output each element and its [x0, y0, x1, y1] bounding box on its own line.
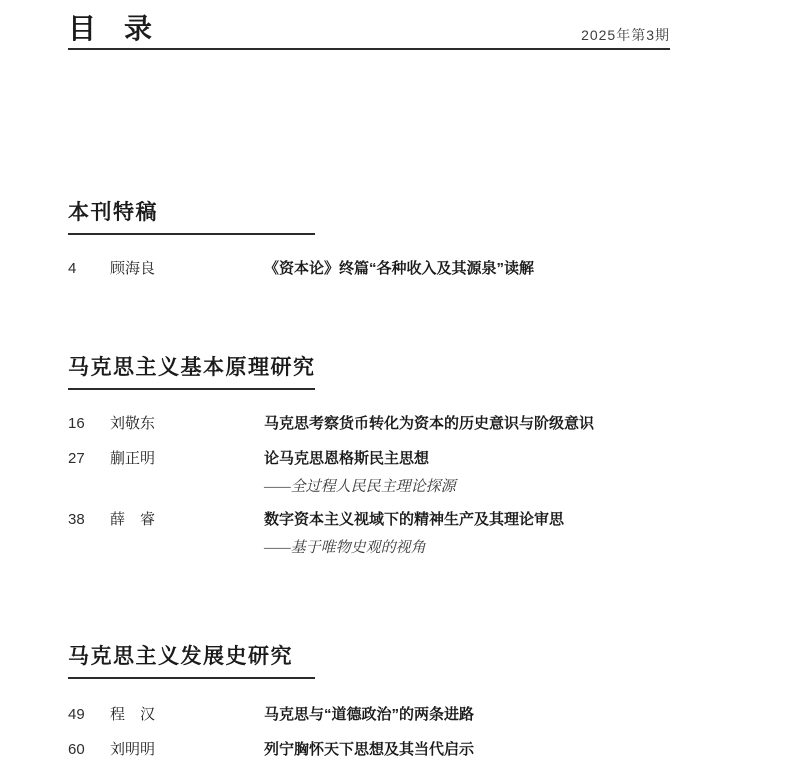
entry-page-number: 4: [68, 260, 77, 277]
entry-title: 马克思考察货币转化为资本的历史意识与阶级意识: [264, 415, 595, 432]
toc-entry-row: [68, 260, 670, 277]
section-development-history: [68, 646, 670, 758]
section-heading: 本刊特稿: [68, 202, 315, 235]
toc-entry-row: [68, 415, 670, 432]
entry-list: [68, 260, 670, 277]
entry-page-number: 49: [68, 706, 85, 723]
entry-title: 论马克思恩格斯民主思想: [264, 450, 430, 467]
entry-title: 列宁胸怀天下思想及其当代启示: [264, 741, 475, 758]
entry-author: 刘明明: [110, 741, 156, 758]
section-special-feature: [68, 202, 670, 277]
page-title: 目 录: [68, 13, 153, 44]
entry-author: 程 汉: [110, 706, 156, 723]
entry-title: 《资本论》终篇“各种收入及其源泉”读解: [264, 260, 535, 277]
entry-page-number: 60: [68, 741, 85, 758]
entry-title: 马克思与“道德政治”的两条进路: [264, 706, 475, 723]
toc-entry-row: [68, 450, 670, 467]
section-heading: 马克思主义基本原理研究: [68, 357, 315, 390]
issue-label: 2025年第3期: [581, 27, 670, 43]
entry-author: 蒯正明: [110, 450, 156, 467]
toc-entry-row: [68, 511, 670, 528]
entry-subtitle: ——全过程人民民主理论探源: [264, 479, 456, 495]
section-heading: 马克思主义发展史研究: [68, 646, 315, 679]
entry-page-number: 16: [68, 415, 85, 432]
entry-author: 刘敬东: [110, 415, 156, 432]
entry-list: [68, 706, 670, 758]
entry-page-number: 38: [68, 511, 85, 528]
entry-author: 薛 睿: [110, 511, 156, 528]
entry-subtitle: ——基于唯物史观的视角: [264, 540, 426, 556]
entry-title: 数字资本主义视域下的精神生产及其理论审思: [264, 511, 565, 528]
toc-entry-row: [68, 741, 670, 758]
entry-page-number: 27: [68, 450, 85, 467]
page-header: [68, 0, 670, 50]
toc-entry-row: [68, 706, 670, 723]
entry-author: 顾海良: [110, 260, 156, 277]
entry-list: [68, 415, 670, 556]
section-basic-principles: [68, 357, 670, 556]
